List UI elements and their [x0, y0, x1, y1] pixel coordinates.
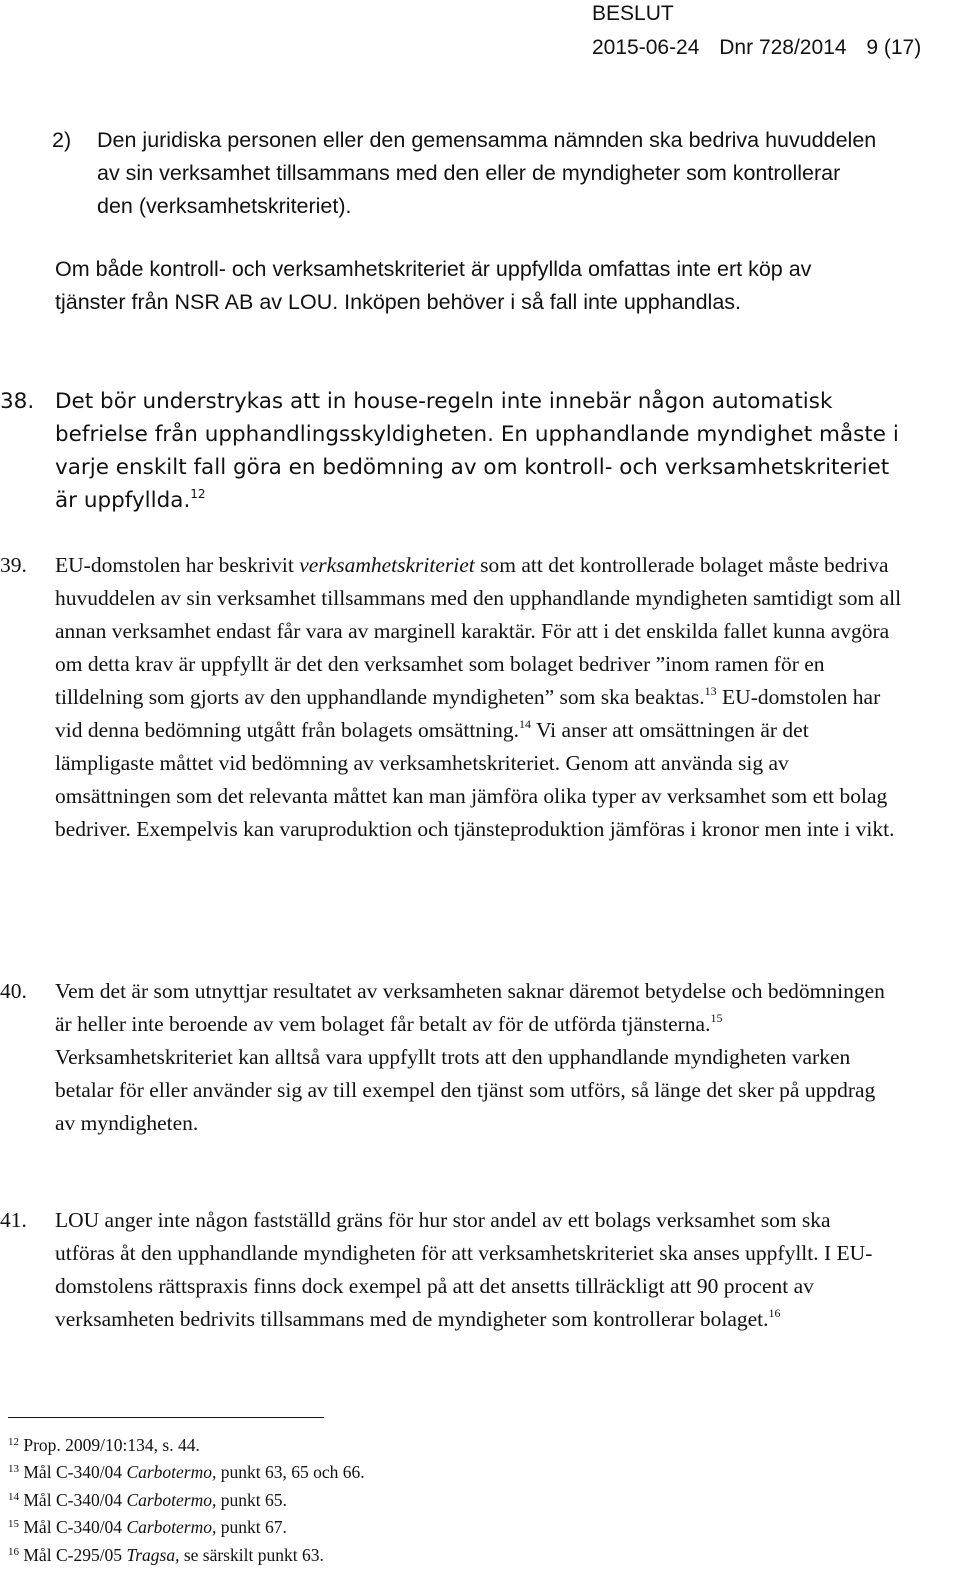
paragraph-text: LOU anger inte någon fastställd gräns för hur stor andel av ett bolags verksamhet som ska utföras åt den upphandlande myndigheten för att verksamhetskriteriet ska anses uppfyllt. I EU-domstolens rättspraxis finns dock exempel på att det ansetts tillräckligt att 90 procent av verksamheten bedrivits tillsammans med de myndigheter som kontrollerar bolaget.$^{16}$	[55, 1208, 873, 1331]
document-header	[592, 0, 952, 80]
paragraph-40	[0, 975, 895, 1140]
paragraph-text: Det bör understrykas att in house-regeln inte innebär någon automatisk befrielse från upphandlingsskyldigheten. En upphandlande myndighet måste i varje enskilt fall göra en bedömning av om kontroll- och verksamhetskriteriet är uppfyllda.$^{12}$	[55, 389, 899, 513]
footnote-ref[interactable]: 15	[710, 1011, 723, 1025]
emphasis: verksamhetskriteriet	[299, 553, 475, 577]
case-number: Dnr 728/2014	[719, 36, 847, 59]
list-item-number: 2)	[52, 128, 72, 152]
paragraph-text: Vem det är som utnyttjar resultatet av verksamheten saknar däremot betydelse och bedömningen är heller inte beroende av vem bolaget får betalt av för de utförda tjänsterna.$^{15}$ Verksamhetskriteriet kan alltså vara uppfyllt trots att den upphandlande myndigheten varken betalar för eller använder sig av till exempel den tjänst som utförs, så länge det sker på uppdrag av myndigheten.	[55, 979, 885, 1135]
paragraph-text: EU-domstolen har beskrivit verksamhetskriteriet som att det kontrollerade bolaget måste bedriva huvuddelen av sin verksamhet tillsammans med den upphandlande myndigheten samtidigt som all annan verksamhet endast får vara av marginell karaktär. För att i det enskilda fallet kunna avgöra om detta krav är uppfyllt är det den verksamhet som bolaget bedriver ”inom ramen för en tilldelning som gjorts av den upphandlande myndigheten” som ska beaktas.$^{13}$ EU-domstolen har vid denna bedömning utgått från bolagets omsättning.$^{14}$ Vi anser att omsättningen är det lämpligaste måttet vid bedömning av verksamhetskriteriet. Genom att använda sig av omsättningen som det relevanta måttet kan man jämföra olika typer av verksamhet som ett bolag bedriver. Exempelvis kan varuproduktion och tjänsteproduktion jämföras i kronor men inte i vikt.	[55, 553, 902, 841]
header-meta	[592, 36, 921, 60]
footnote-divider	[8, 1417, 324, 1418]
paragraph-39	[0, 549, 903, 846]
footnotes	[8, 1432, 908, 1569]
document-date: 2015-06-24	[592, 36, 700, 59]
footnote-ref[interactable]: 16	[768, 1306, 781, 1320]
list-item-text: Den juridiska personen eller den gemensamma nämnden ska bedriva huvuddelen av sin verksamhet tillsammans med den eller de myndigheter som kontrollerar den (verksamhetskriteriet).	[97, 128, 877, 218]
paragraph-criteria	[55, 253, 855, 319]
page-number: 9 (17)	[866, 36, 922, 59]
footnote: $^{15}$ Mål C-340/04 Carbotermo, punkt 67.	[8, 1517, 287, 1538]
list-item-2	[52, 124, 915, 223]
footnote: $^{14}$ Mål C-340/04 Carbotermo, punkt 65.	[8, 1489, 287, 1510]
footnote: $^{16}$ Mål C-295/05 Tragsa, se särskilt punkt 63.	[8, 1544, 324, 1565]
paragraph-number: 38.	[0, 389, 35, 414]
footnote-ref[interactable]: 13	[704, 684, 717, 698]
paragraph-number: 41.	[0, 1208, 27, 1232]
paragraph-38	[0, 385, 905, 517]
footnote-ref[interactable]: 14	[518, 717, 531, 731]
footnote: $^{13}$ Mål C-340/04 Carbotermo, punkt 63, 65 och 66.	[8, 1462, 365, 1483]
footnote-ref[interactable]: 12	[190, 487, 206, 501]
paragraph-number: 40.	[0, 979, 27, 1003]
paragraph-41	[0, 1204, 885, 1336]
paragraph-number: 39.	[0, 553, 27, 577]
document-type: BESLUT	[592, 2, 674, 25]
footnote: $^{12}$ Prop. 2009/10:134, s. 44.	[8, 1435, 200, 1455]
paragraph-text: Om både kontroll- och verksamhetskriteriet är uppfyllda omfattas inte ert köp av tjänster från NSR AB av LOU. Inköpen behöver i så fall inte upphandlas.	[55, 257, 812, 314]
